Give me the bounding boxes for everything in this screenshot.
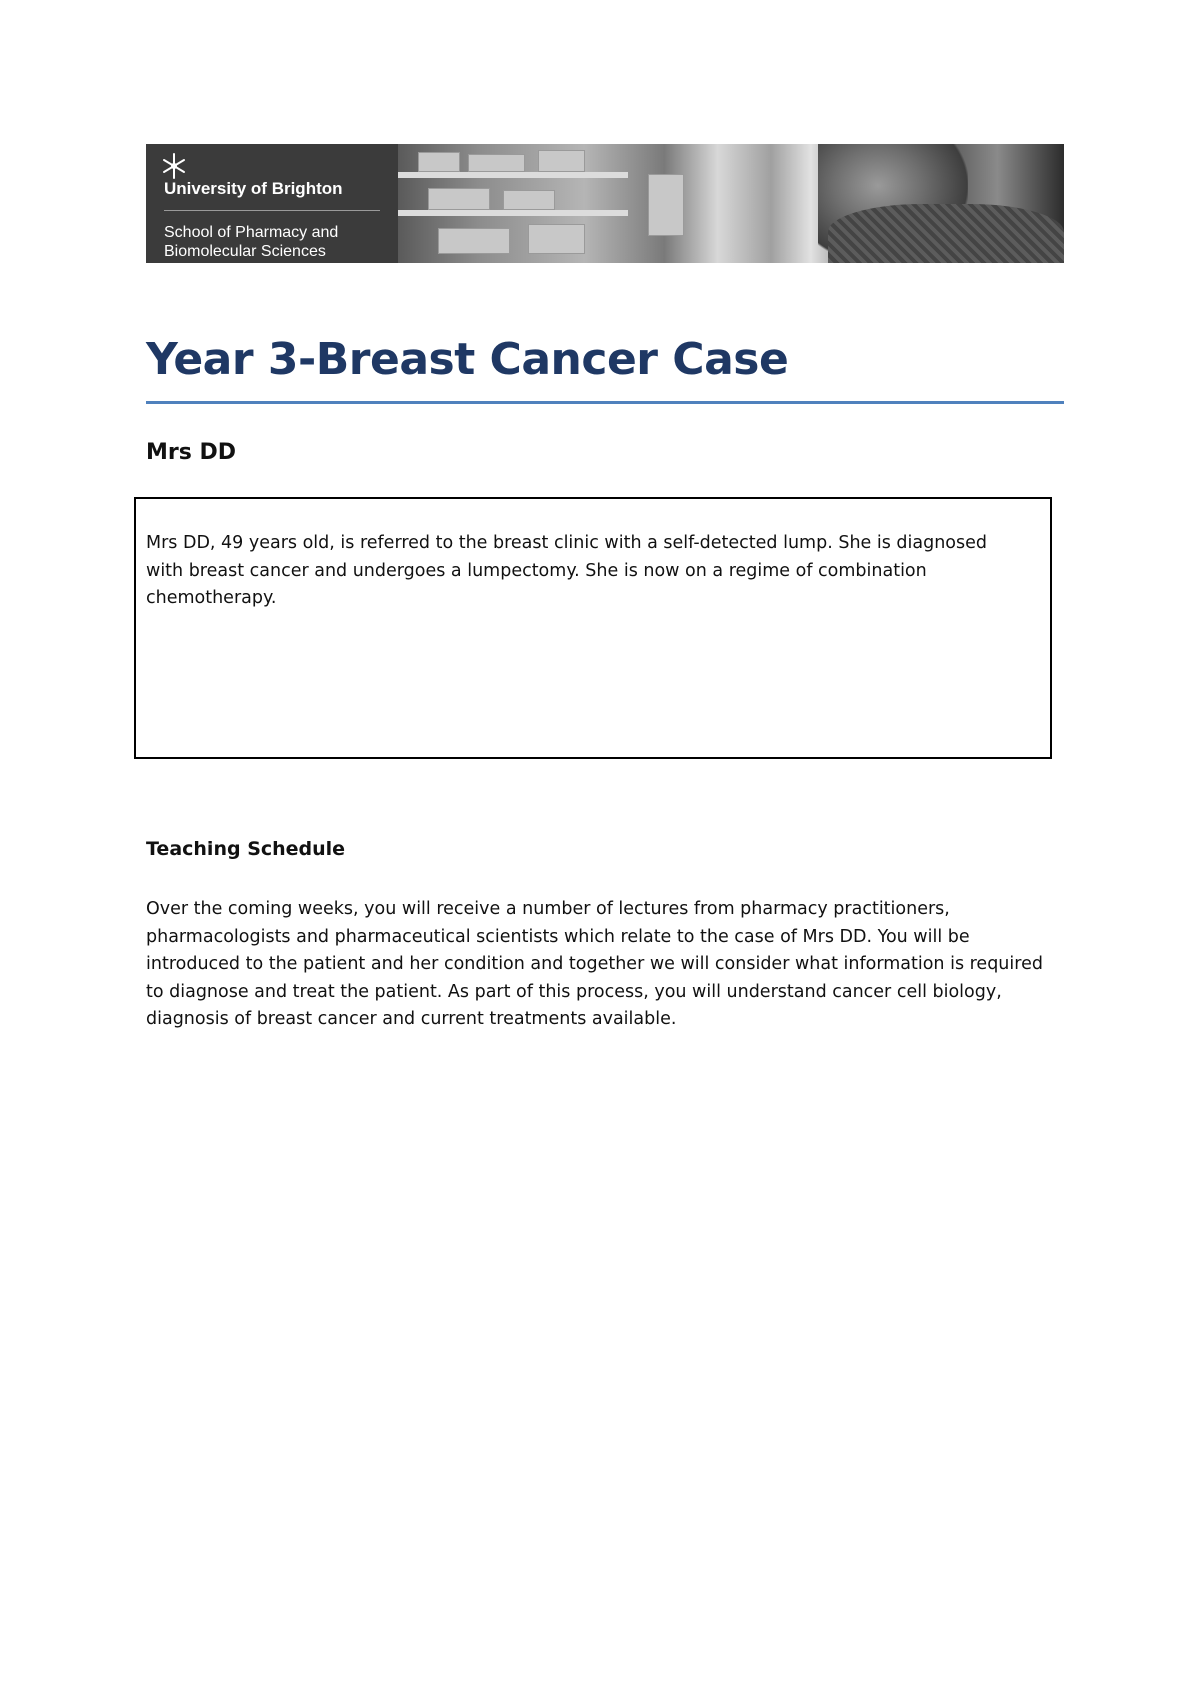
photo-box xyxy=(468,154,525,172)
photo-scarf xyxy=(828,204,1064,263)
photo-box xyxy=(503,190,555,210)
photo-shelf xyxy=(398,210,628,216)
case-summary-text: Mrs DD, 49 years old, is referred to the breast clinic with a self-detected lump. She is diagnosed with breast cancer and undergoes a lumpectomy. She is now on a regime of combination chemotherapy. xyxy=(146,533,987,608)
photo-box xyxy=(538,150,585,172)
photo-box xyxy=(418,152,460,172)
school-name-line2: Biomolecular Sciences xyxy=(164,243,326,260)
pharmacy-photo xyxy=(398,144,1064,263)
photo-box xyxy=(528,224,585,254)
university-name: University of Brighton xyxy=(164,179,343,198)
school-name-line1: School of Pharmacy and xyxy=(164,224,339,241)
university-banner xyxy=(146,144,1064,263)
patient-heading: Mrs DD xyxy=(146,440,237,465)
star-logo-icon xyxy=(160,152,188,180)
banner-divider xyxy=(164,210,380,211)
document-title: Year 3-Breast Cancer Case xyxy=(146,334,789,385)
teaching-schedule-heading: Teaching Schedule xyxy=(146,838,346,860)
title-underline xyxy=(146,401,1064,404)
photo-box xyxy=(428,188,490,210)
photo-box xyxy=(648,174,684,236)
photo-shelf xyxy=(398,172,628,178)
banner-logo-panel xyxy=(146,144,398,263)
photo-box xyxy=(438,228,510,254)
teaching-schedule-text: Over the coming weeks, you will receive a number of lectures from pharmacy practitioners, pharmacologists and pharmaceutical scientists which relate to the case of Mrs DD. You will be introduced to the patient and her condition and together we will consider what information is required to diagnose and treat the patient. As part of this process, you will understand cancer cell biology, diagnosis of breast cancer and current treatments available. xyxy=(146,899,1043,1029)
